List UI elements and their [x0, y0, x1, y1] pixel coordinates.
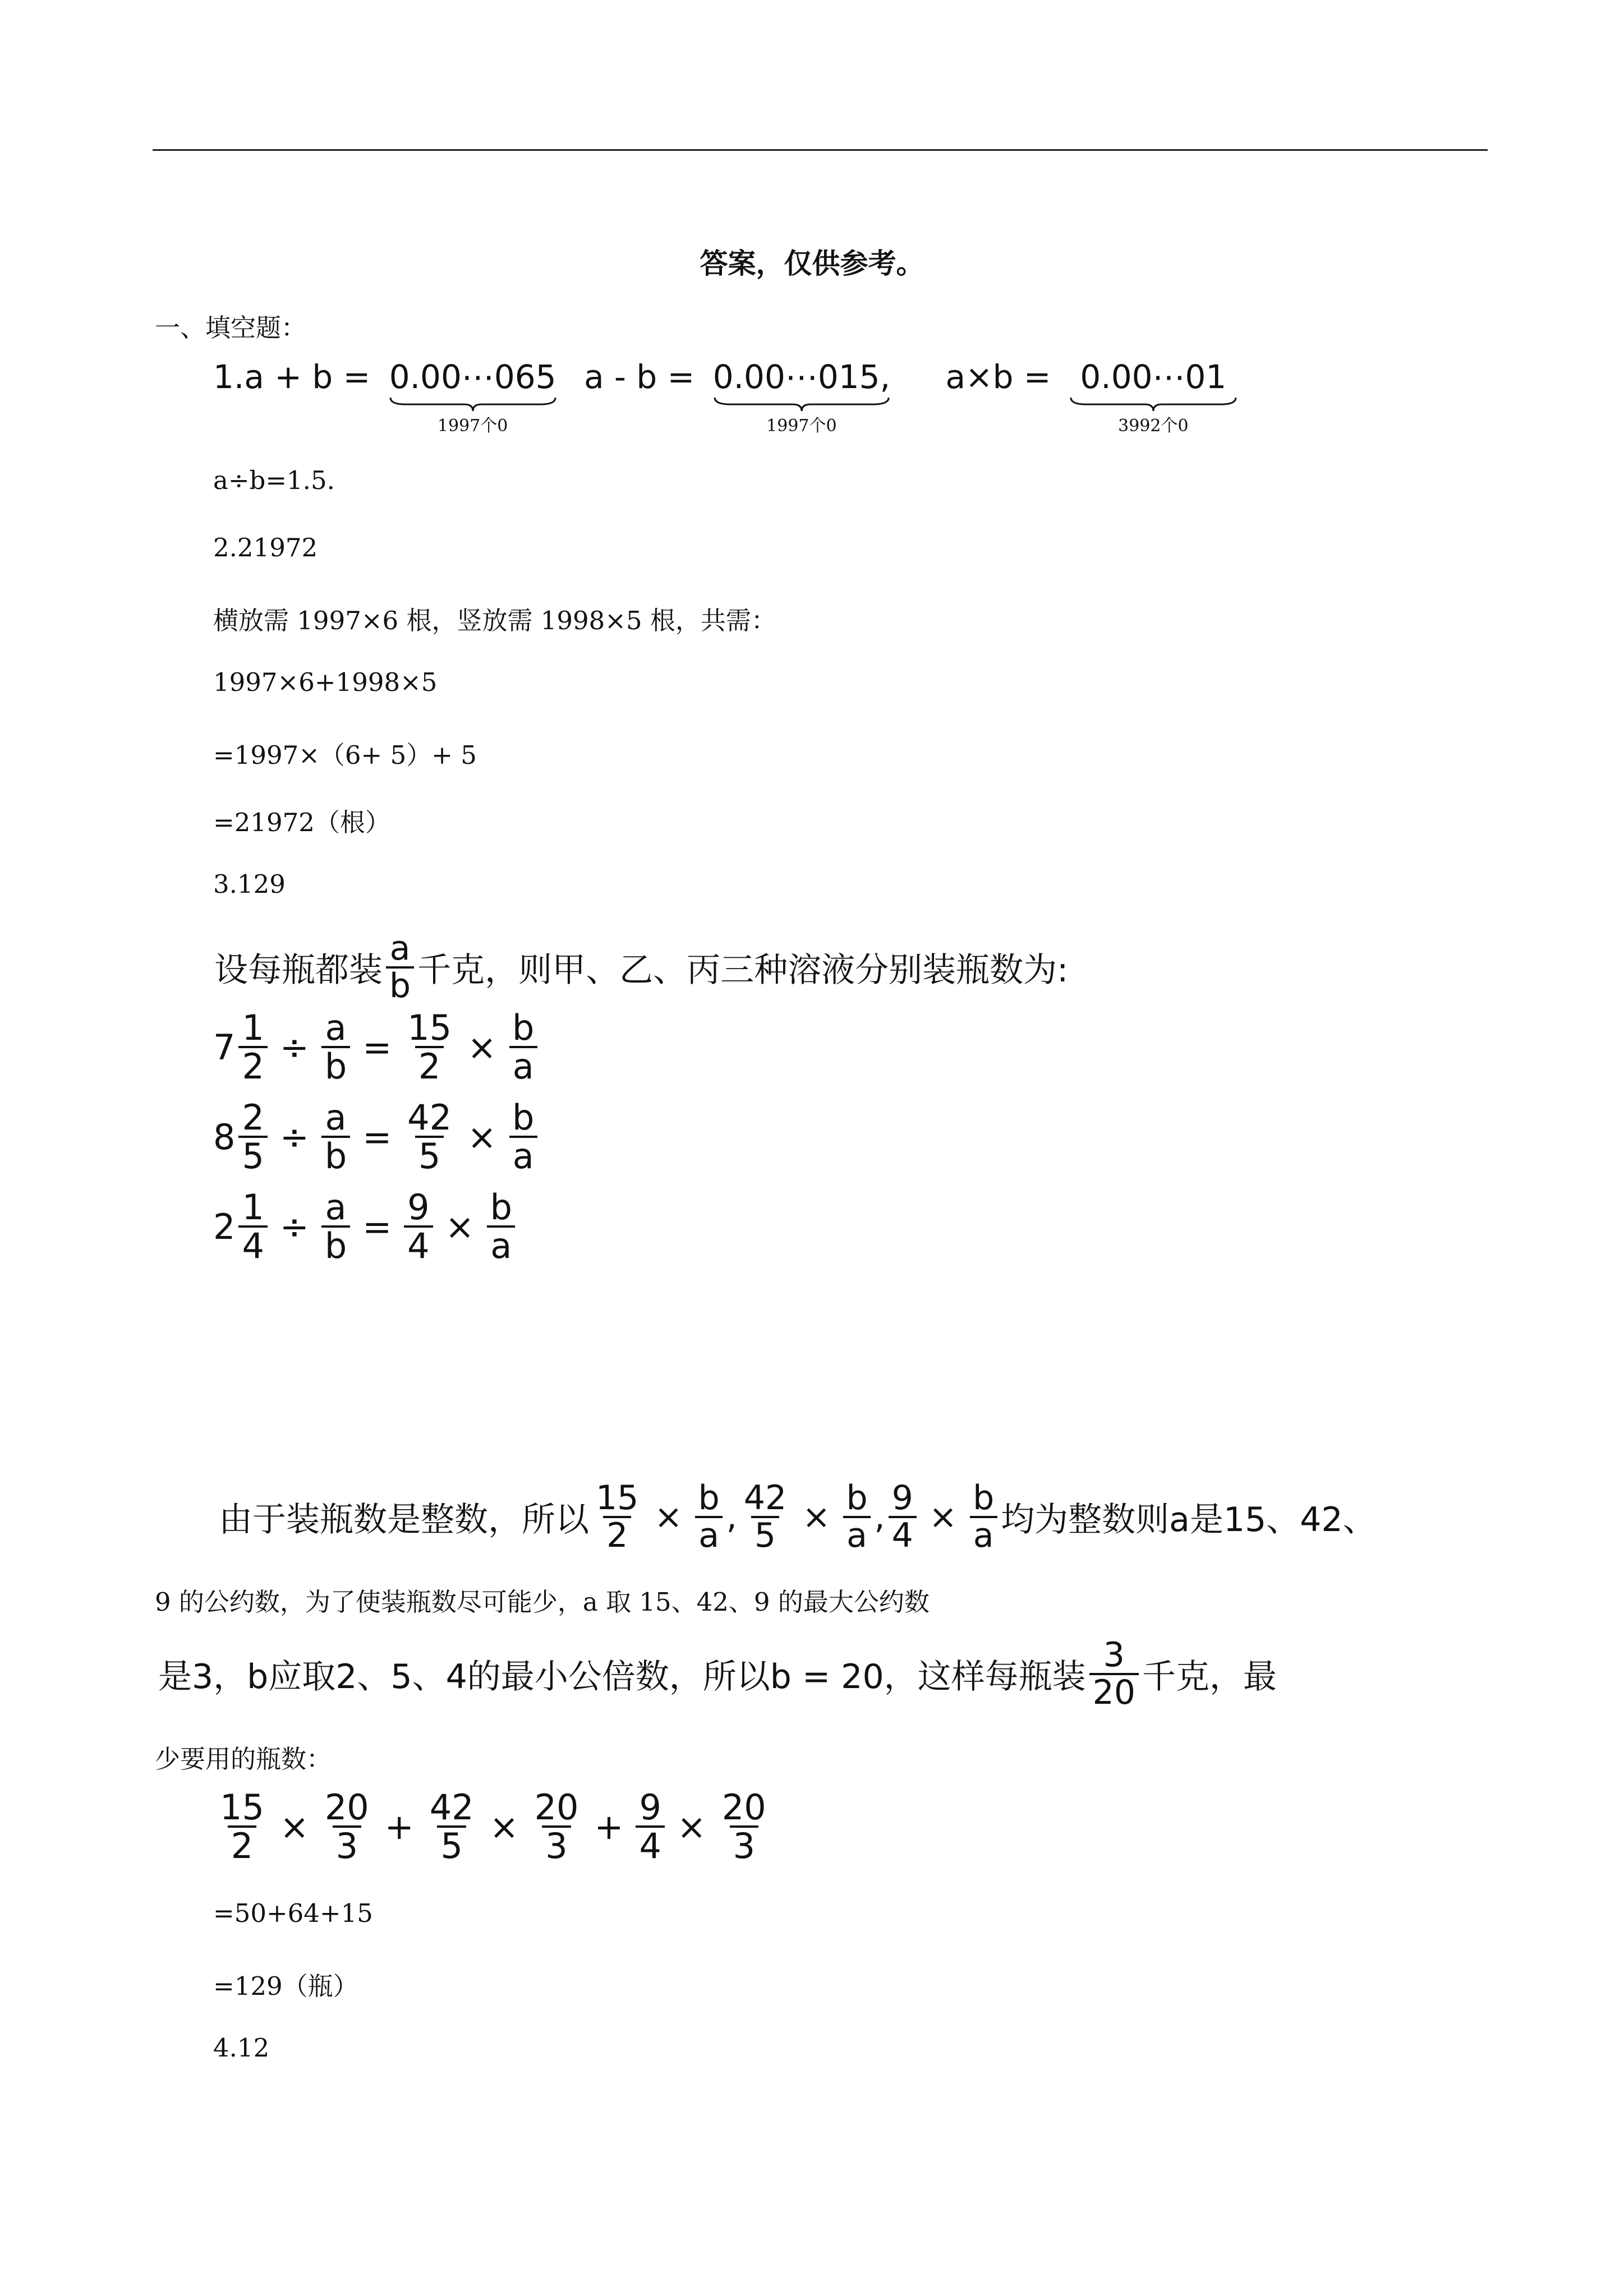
q3-total-line: =129（瓶） [213, 1971, 358, 2001]
q3-eq1: 7 $\frac{1}{2}$ ÷ $\frac{a}{b}$ = $\frac{15}{2}$ × $\frac{b}{a}$ [213, 1009, 541, 1085]
q2-line3: =1997×（6+ 5）+ 5 [213, 740, 477, 770]
q1-value2 [713, 358, 890, 436]
q1-val3: 0.00⋯01 [1080, 358, 1227, 396]
q1-value1 [389, 358, 557, 436]
q4-answer: 4.12 [213, 2033, 270, 2063]
q2-line2: 1997×6+1998×5 [213, 667, 438, 697]
underbrace-icon [713, 396, 890, 413]
q3-eq2: 8 $\frac{2}{5}$ ÷ $\frac{a}{b}$ = $\frac{42}{5}$ × $\frac{b}{a}$ [213, 1099, 541, 1174]
q3-reason: 由于装瓶数是整数，所以 $\frac{15}{2}$ × $\frac{b}{a}$ , $\frac{42}{5}$ × $\frac{b}{a}$ , $\frac{9}{4}$ × $\frac{b}{a}$ 均为整数则a是15、42、 [219, 1478, 1377, 1555]
underbrace-icon [1069, 396, 1237, 413]
q1-val2: 0.00⋯015, [712, 358, 890, 396]
q1-under3: 3992个0 [1118, 416, 1189, 436]
q3-setup [214, 931, 1068, 1004]
q1-division: a÷b=1.5. [213, 465, 335, 495]
q1-lhs2: a - b = [584, 358, 695, 396]
fraction-a-b: $\frac{a}{b}$ [386, 931, 414, 1004]
q1-equation [213, 358, 1237, 436]
q1-val1: 0.00⋯065 [389, 358, 556, 396]
q3-answer: 3.129 [213, 869, 286, 899]
q3-sum-line: =50+64+15 [213, 1898, 373, 1928]
q3-setup-post: 千克，则甲、乙、丙三种溶液分别装瓶数为: [417, 951, 1069, 990]
page-title: 答案，仅供参考。 [700, 247, 924, 280]
q3-setup-pre: 设每瓶都装 [214, 951, 383, 990]
q3-gcd-line: 9 的公约数，为了使装瓶数尽可能少，a 取 15、42、9 的最大公约数 [155, 1587, 930, 1617]
q3-lcm-line: 是3，b应取2、5、4的最小公倍数，所以b = 20，这样每瓶装 $\frac{3}{20}$ 千克，最 [158, 1635, 1277, 1712]
q3-min-line: 少要用的瓶数： [155, 1744, 332, 1774]
q2-line4: =21972（根） [213, 808, 390, 837]
q1-under1: 1997个0 [437, 416, 508, 436]
q1-lhs1: 1.a + b = [213, 358, 371, 396]
q1-lhs3: a×b = [945, 358, 1051, 396]
q2-answer: 2.21972 [213, 533, 318, 563]
q1-value3 [1069, 358, 1237, 436]
q2-line1: 横放需 1997×6 根，竖放需 1998×5 根，共需： [213, 606, 776, 635]
q3-eq3: 2 $\frac{1}{4}$ ÷ $\frac{a}{b}$ = $\frac{9}{4}$ × $\frac{b}{a}$ [213, 1189, 519, 1264]
section-heading: 一、填空题： [155, 313, 307, 343]
header-rule [153, 149, 1488, 151]
underbrace-icon [389, 396, 557, 413]
q1-under2: 1997个0 [766, 416, 837, 436]
q3-sum: $\frac{15}{2}$ × $\frac{20}{3}$ + $\frac{42}{5}$ × $\frac{20}{3}$ + $\frac{9}{4}$ × $\frac{20}{3}$ [220, 1787, 766, 1867]
